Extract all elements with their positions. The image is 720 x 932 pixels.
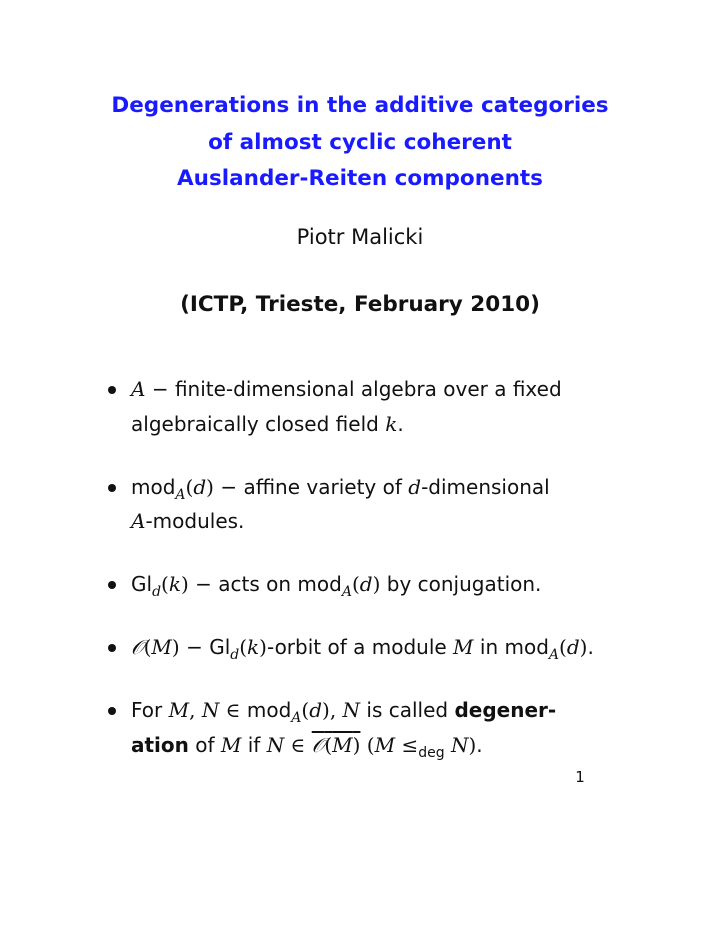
bullet-group-action: $Gl_d(k)$ − acts on mod$_A$(d) by conjugation. [108,567,668,602]
bullet-degeneration: For M, N ∈ mod$_A$(d), N is called degener- ation of M if N ∈ 𝒪(M) ($M \le_{deg}$ N). [108,693,668,762]
title-line-2: of almost cyclic coherent [208,129,512,155]
bullet-orbit: 𝒪(M) − $Gl_d(k)$-orbit of a module M in mod$_A$(d). [108,630,668,665]
bullet-module-variety: mod$_A$(d) − affine variety of d-dimensional A-modules. [108,470,668,539]
author-name: Piotr Malicki [296,225,424,249]
page-number: 1 [575,768,585,786]
bullet-algebra: A − finite-dimensional algebra over a fixed algebraically closed field k. [108,372,668,441]
title-line-3: Auslander-Reiten components [177,166,543,191]
slide-title [0,88,720,198]
definition-list [108,372,668,791]
title-line-1: Degenerations in the additive categories [111,93,609,118]
venue-line: (ICTP, Trieste, February 2010) [180,292,540,317]
orbit-closure: 𝒪(M) [311,732,361,757]
